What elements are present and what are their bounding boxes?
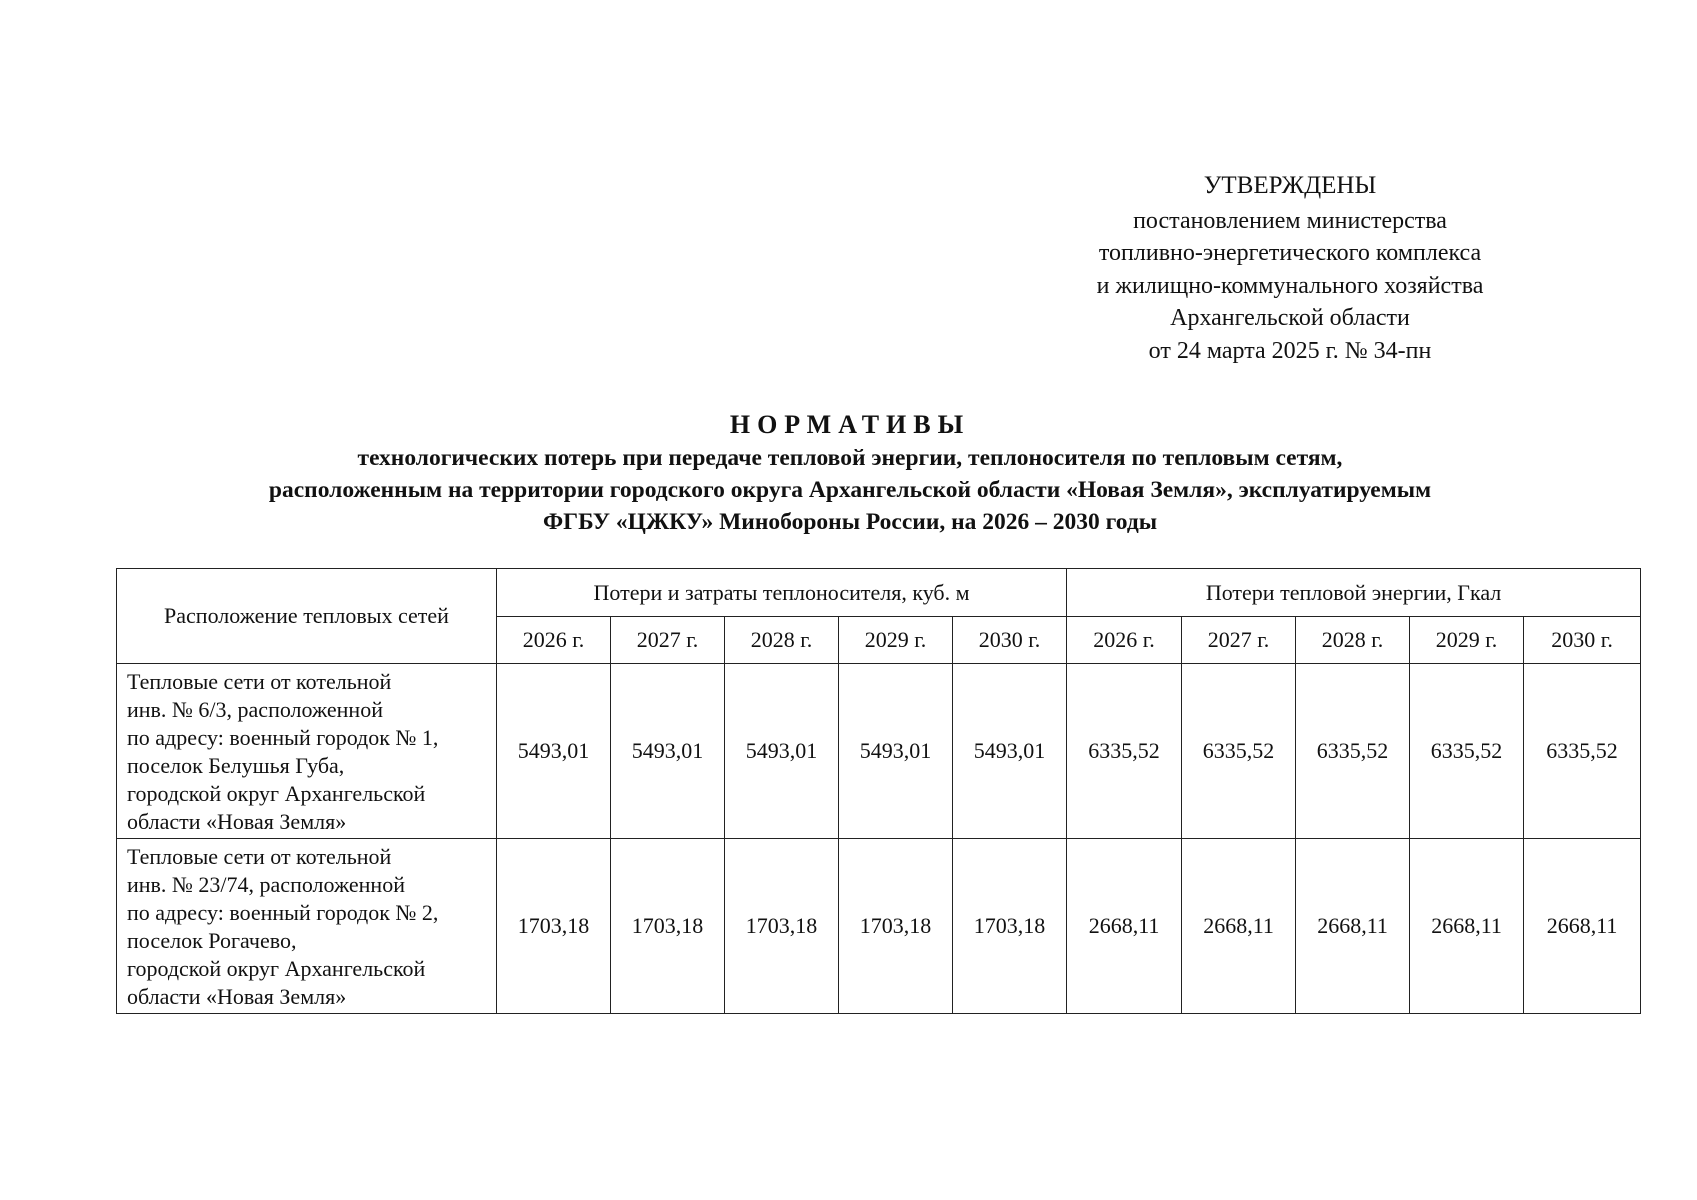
year-header: 2029 г. (839, 617, 953, 664)
norms-table (116, 568, 1641, 1014)
value-cell: 2668,11 (1182, 839, 1296, 1014)
table-row (117, 839, 1641, 1014)
year-header: 2029 г. (1410, 617, 1524, 664)
year-header: 2026 г. (1067, 617, 1182, 664)
heat-losses-header: Потери тепловой энергии, Гкал (1067, 569, 1641, 617)
value-cell: 6335,52 (1524, 664, 1641, 839)
value-cell: 1703,18 (725, 839, 839, 1014)
document-subtitle-line: расположенным на территории городского округа Архангельской области «Новая Земля», эксплуатируемым (268, 477, 1432, 503)
value-cell: 1703,18 (497, 839, 611, 1014)
document-heading (100, 408, 1600, 538)
year-header: 2030 г. (1524, 617, 1641, 664)
value-cell: 5493,01 (725, 664, 839, 839)
value-cell: 1703,18 (953, 839, 1067, 1014)
approval-line: постановлением министерства (1133, 207, 1447, 234)
year-header: 2030 г. (953, 617, 1067, 664)
value-cell: 1703,18 (839, 839, 953, 1014)
value-cell: 6335,52 (1410, 664, 1524, 839)
coolant-losses-header: Потери и затраты теплоносителя, куб. м (497, 569, 1067, 617)
value-cell: 5493,01 (839, 664, 953, 839)
approval-title: УТВЕРЖДЕНЫ (1203, 172, 1377, 199)
value-cell: 6335,52 (1182, 664, 1296, 839)
location-cell: Тепловые сети от котельной инв. № 23/74, расположенной по адресу: военный городок № 2, поселок Рогачево, городской округ Архангельской области «Новая Земля» (117, 839, 497, 1014)
value-cell: 5493,01 (953, 664, 1067, 839)
approval-block (1060, 170, 1520, 367)
approval-date-line: от 24 марта 2025 г. № 34-пн (1148, 337, 1432, 364)
document-subtitle-line: технологических потерь при передаче тепловой энергии, теплоносителя по тепловым сетям, (357, 445, 1343, 471)
document-subtitle-line: ФГБУ «ЦЖКУ» Минобороны России, на 2026 – 2030 годы (542, 509, 1158, 535)
table-header-row (117, 569, 1641, 617)
value-cell: 2668,11 (1524, 839, 1641, 1014)
year-header: 2028 г. (1296, 617, 1410, 664)
location-cell: Тепловые сети от котельной инв. № 6/3, расположенной по адресу: военный городок № 1, поселок Белушья Губа, городской округ Архангельской области «Новая Земля» (117, 664, 497, 839)
value-cell: 5493,01 (497, 664, 611, 839)
value-cell: 1703,18 (611, 839, 725, 1014)
approval-line: и жилищно-коммунального хозяйства (1096, 272, 1484, 299)
year-header: 2028 г. (725, 617, 839, 664)
year-header: 2027 г. (611, 617, 725, 664)
approval-line: Архангельской области (1170, 305, 1410, 331)
table-row (117, 664, 1641, 839)
value-cell: 5493,01 (611, 664, 725, 839)
year-header: 2026 г. (497, 617, 611, 664)
value-cell: 6335,52 (1296, 664, 1410, 839)
value-cell: 2668,11 (1296, 839, 1410, 1014)
year-header: 2027 г. (1182, 617, 1296, 664)
approval-line: топливно-энергетического комплекса (1098, 240, 1482, 266)
value-cell: 2668,11 (1067, 839, 1182, 1014)
value-cell: 2668,11 (1410, 839, 1524, 1014)
location-column-header: Расположение тепловых сетей (117, 569, 497, 664)
document-title: НОРМАТИВЫ (729, 410, 971, 439)
value-cell: 6335,52 (1067, 664, 1182, 839)
